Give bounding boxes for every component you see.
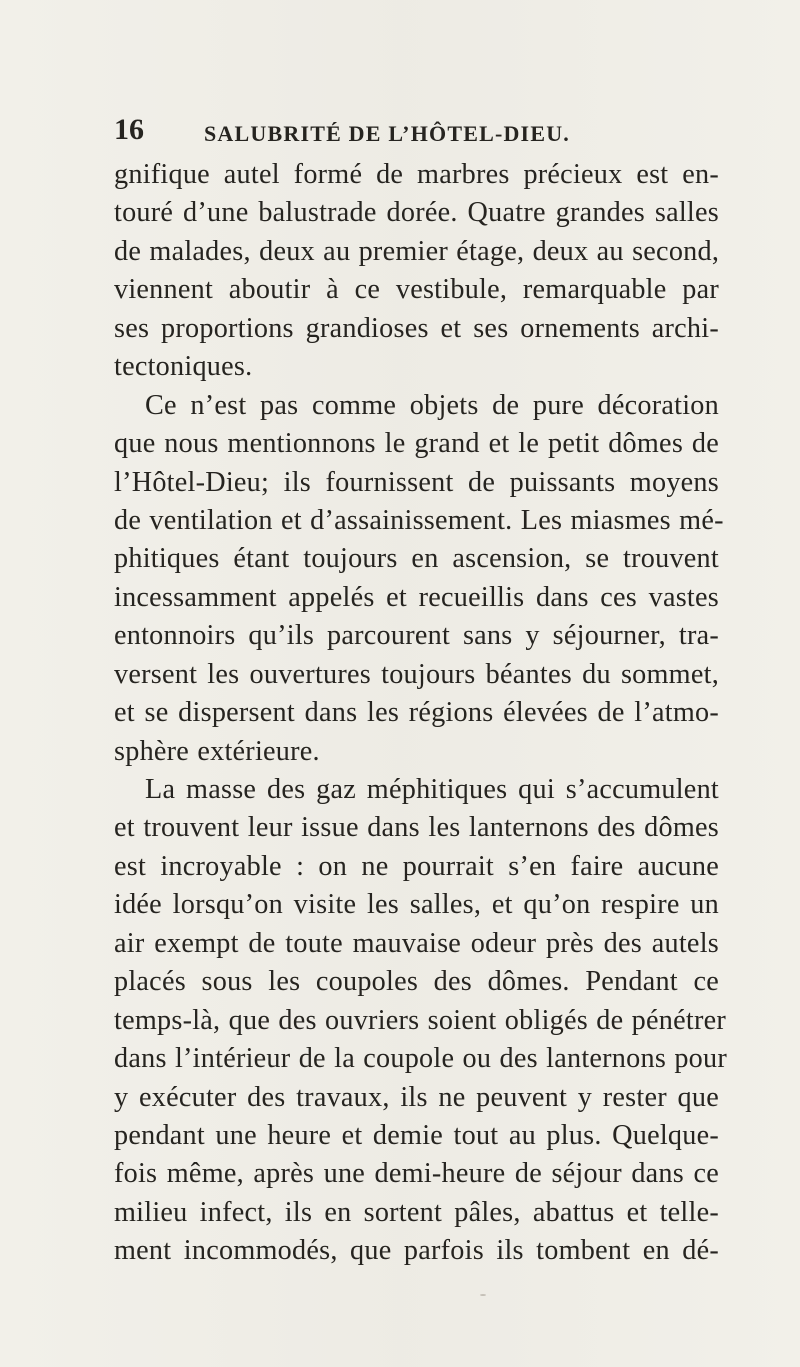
text-line: de malades, deux au premier étage, deux au second,	[114, 235, 720, 267]
page-number: 16	[114, 113, 144, 146]
text-line: y exécuter des travaux, ils ne peuvent y rester que	[114, 1081, 719, 1113]
text-line: incessamment appelés et recueillis dans ces vastes	[114, 581, 719, 613]
text-line: que nous mentionnons le grand et le petit dômes de	[114, 428, 719, 460]
text-line: idée lorsqu’on visite les salles, et qu’on respire un	[114, 889, 719, 921]
text-line: est incroyable : on ne pourrait s’en faire aucune	[114, 850, 719, 882]
text-line: de ventilation et d’assainissement. Les miasmes mé-	[114, 504, 724, 536]
text-line: touré d’une balustrade dorée. Quatre grandes salles	[114, 197, 719, 229]
text-line: air exempt de toute mauvaise odeur près des autels	[114, 927, 719, 959]
text-line: Ce n’est pas comme objets de pure décoration	[145, 389, 719, 421]
text-line: La masse des gaz méphitiques qui s’accumulent	[145, 774, 719, 805]
text-line: versent les ouvertures toujours béantes du sommet,	[114, 658, 719, 690]
text-line: milieu infect, ils en sortent pâles, abattus et telle-	[114, 1196, 719, 1228]
text-line: fois même, après une demi-heure de séjour dans ce	[114, 1158, 719, 1190]
text-line: et se dispersent dans les régions élevées de l’atmo-	[114, 697, 719, 729]
text-line: l’Hôtel-Dieu; ils fournissent de puissants moyens	[114, 466, 719, 498]
text-line: et trouvent leur issue dans les lanternons des dômes	[114, 812, 719, 844]
text-line: dans l’intérieur de la coupole ou des lanternons pour	[114, 1043, 728, 1075]
text-line: entonnoirs qu’ils parcourent sans y séjourner, tra-	[114, 620, 719, 652]
text-line: ses proportions grandioses et ses ornements archi-	[114, 312, 719, 344]
text-line: pendant une heure et demie tout au plus. Quelque-	[114, 1119, 719, 1151]
text-line: placés sous les coupoles des dômes. Pendant ce	[114, 966, 719, 998]
text-line: viennent aboutir à ce vestibule, remarquable par	[114, 274, 719, 306]
text-line: gnifique autel formé de marbres précieux est en-	[114, 159, 719, 190]
running-title: SALUBRITÉ DE L’HÔTEL-DIEU.	[204, 121, 570, 146]
text-line: tectoniques.	[114, 351, 253, 383]
text-line: phitiques étant toujours en ascension, se trouvent	[114, 543, 719, 575]
page-header	[114, 115, 719, 153]
paper-speck	[480, 1294, 486, 1296]
text-line: ment incommodés, que parfois ils tombent en dé-	[114, 1235, 719, 1267]
body-text	[114, 156, 728, 1267]
text-line: sphère extérieure.	[114, 735, 320, 767]
text-line: temps-là, que des ouvriers soient obligés de pénétrer	[114, 1004, 727, 1036]
